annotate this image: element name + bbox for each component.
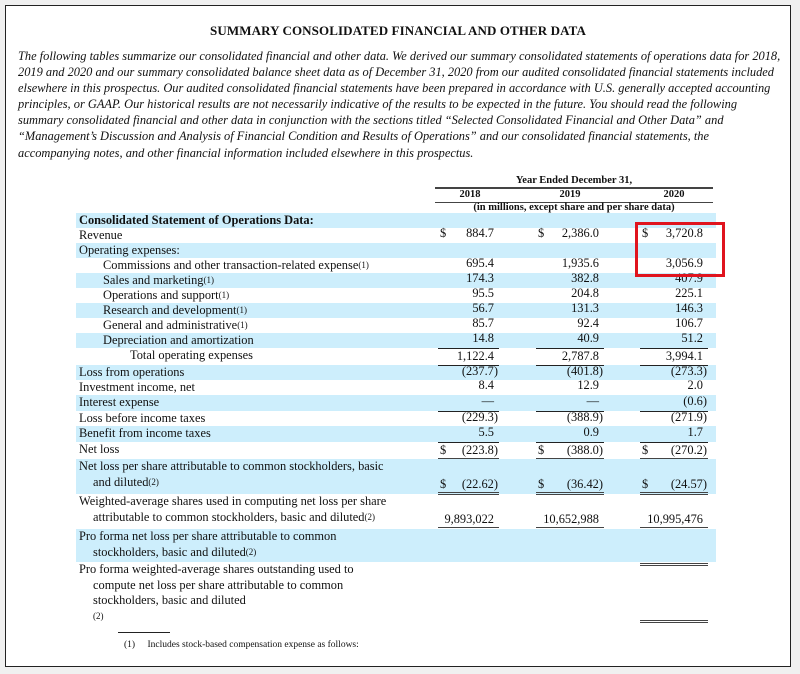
row-label-text: Revenue — [79, 228, 123, 242]
cell-value: (0.6) — [683, 393, 707, 408]
cell-value: 85.7 — [472, 315, 494, 330]
row-label — [76, 395, 434, 411]
cell-value: (22.62) — [461, 476, 498, 491]
row-label-continued — [79, 475, 434, 492]
value-cell-2019 — [536, 330, 604, 348]
footnote-ref: (2) — [364, 511, 375, 522]
cell-value: 8.4 — [478, 377, 494, 392]
cell-value: (24.57) — [670, 476, 707, 491]
table-row — [76, 213, 716, 228]
cell-value: (237.7) — [461, 363, 498, 378]
cell-value: 95.5 — [472, 285, 494, 300]
cell-value: 3,056.9 — [665, 255, 703, 270]
footnote-ref: (2) — [148, 476, 159, 487]
row-label-text: General and administrative — [103, 318, 238, 332]
footnote — [124, 640, 359, 650]
highlight-box — [635, 222, 725, 277]
cell-value: 1,122.4 — [456, 348, 494, 363]
value-cell-2018 — [438, 442, 499, 460]
intro-paragraph: The following tables summarize our consolidated financial and other data. We derived our summary consolidated statements of operations data for 2018, 2019 and 2020 and our summary consolidated balance sheet data as of December 31, 2020 from our audited consolidated financial statements included elsewhere in this prospectus. Our audited consolidated financial statements have been prepared in accordance with U.S. generally accepted accounting principles, or GAAP. Our historical results are not necessarily indicative of the results to be expected in the future. You should read the following summary consolidated financial and other data in conjunction with the sections titled “Selected Consolidated Financial and Other Data” and “Management’s Discussion and Analysis of Financial Condition and Results of Operations” and our consolidated financial statements, the accompanying notes, and other financial information included elsewhere in this prospectus. — [18, 49, 781, 160]
row-label — [76, 459, 434, 491]
cell-value: 225.1 — [675, 285, 703, 300]
row-label — [76, 348, 485, 364]
cell-value: (388.0) — [566, 442, 603, 457]
cell-value: 204.8 — [571, 285, 599, 300]
cell-value: 56.7 — [472, 300, 494, 315]
row-label — [76, 442, 434, 458]
financial-table — [76, 213, 716, 621]
year-header-2020: 2020 — [663, 189, 685, 200]
cell-value: (401.8) — [566, 363, 603, 378]
row-label — [76, 411, 434, 427]
table-row — [76, 377, 716, 395]
cell-value: 382.8 — [571, 270, 599, 285]
footnote-ref: (2) — [245, 546, 257, 557]
row-label — [76, 365, 434, 381]
row-label-text: Interest expense — [79, 395, 160, 409]
row-label-text: Depreciation and amortization — [103, 333, 254, 347]
table-row — [76, 300, 716, 318]
row-label-continued-text: attributable to common stockholders, basic and diluted — [93, 509, 365, 524]
row-label-text: Benefit from income taxes — [79, 426, 211, 440]
value-cell-2020 — [640, 426, 708, 442]
table-row — [76, 529, 716, 562]
cell-value: 10,652,988 — [543, 511, 599, 526]
row-label-text: Loss before income taxes — [79, 411, 206, 425]
table-row — [76, 270, 716, 288]
double-underline — [640, 620, 708, 623]
row-label — [76, 213, 434, 229]
units-note: (in millions, except share and per share data) — [473, 202, 675, 213]
footnote-ref: (1) — [203, 275, 214, 285]
value-cell-2020 — [640, 459, 708, 494]
currency-symbol: $ — [440, 225, 447, 240]
cell-value: 14.8 — [472, 330, 494, 345]
row-label-text: Net loss per share attributable to common stockholders, basic — [79, 459, 384, 473]
currency-symbol: $ — [642, 225, 649, 240]
row-label-text: Operating expenses: — [79, 243, 180, 257]
section-title: SUMMARY CONSOLIDATED FINANCIAL AND OTHER DATA — [210, 23, 586, 38]
row-label — [76, 562, 434, 625]
value-cell-2018 — [438, 494, 499, 529]
table-row — [76, 395, 716, 411]
cell-value: 695.4 — [466, 255, 494, 270]
cell-value: 2.0 — [687, 377, 703, 392]
row-label-continued-text: stockholders, basic and diluted — [93, 544, 246, 559]
row-label-continued — [79, 578, 434, 626]
row-label-continued — [79, 545, 434, 562]
value-cell-2019 — [536, 426, 604, 442]
cell-value: 131.3 — [571, 300, 599, 315]
table-row — [76, 348, 716, 365]
footnote-rule — [118, 632, 170, 633]
cell-value: 1,935.6 — [561, 255, 599, 270]
table-row — [76, 411, 716, 426]
cell-value: 2,386.0 — [561, 225, 599, 240]
footnote-ref: (1) — [236, 305, 247, 315]
row-label-continued-2: stockholders, basic and diluted — [93, 593, 246, 607]
cell-value: (36.42) — [566, 476, 603, 491]
footnote-ref: (1) — [237, 320, 248, 330]
row-label — [76, 426, 434, 442]
year-header-2018: 2018 — [459, 189, 481, 200]
cell-value: (271.9) — [670, 409, 707, 424]
currency-symbol: $ — [538, 476, 545, 491]
cell-value: 146.3 — [675, 300, 703, 315]
currency-symbol: $ — [440, 476, 447, 491]
table-row — [76, 225, 716, 243]
cell-value: (229.3) — [461, 409, 498, 424]
cell-value: 407.9 — [675, 270, 703, 285]
row-label-continued-text: compute net loss per share attributable to common — [93, 577, 344, 592]
row-label-text: Total operating expenses — [130, 348, 253, 362]
cell-value: 884.7 — [466, 225, 494, 240]
value-cell-2018 — [438, 330, 499, 348]
value-cell-2018 — [438, 459, 499, 494]
row-label-text: Net loss — [79, 442, 120, 456]
currency-symbol: $ — [642, 442, 649, 457]
value-cell-2019 — [536, 459, 604, 494]
row-label-text: Consolidated Statement of Operations Data: — [79, 213, 314, 227]
footnote-ref: (1) — [218, 290, 230, 300]
value-cell-2019 — [536, 442, 604, 460]
cell-value: — — [481, 393, 494, 408]
currency-symbol: $ — [440, 442, 447, 457]
row-label — [76, 494, 434, 526]
currency-symbol: $ — [538, 225, 545, 240]
cell-value: 3,720.8 — [665, 225, 703, 240]
footnote-text: Includes stock-based compensation expense as follows: — [147, 640, 359, 650]
cell-value: 92.4 — [577, 315, 599, 330]
year-header-2019: 2019 — [559, 189, 581, 200]
row-label-text: Operations and support — [103, 288, 219, 302]
cell-value: 174.3 — [466, 270, 494, 285]
row-label — [76, 228, 434, 244]
row-label-text: Investment income, net — [79, 380, 195, 394]
footnote-number: (1) — [124, 640, 136, 650]
table-row — [76, 494, 716, 529]
double-underline — [640, 563, 708, 566]
value-cell-2018 — [438, 225, 499, 243]
table-row — [76, 442, 716, 459]
row-label — [76, 529, 434, 561]
table-row — [76, 365, 716, 380]
row-label — [76, 243, 434, 259]
row-label-text: Loss from operations — [79, 365, 185, 379]
table-row — [76, 255, 716, 273]
row-label-text: Commissions and other transaction-related expense — [103, 258, 359, 272]
table-row — [76, 315, 716, 333]
cell-value: 2,787.8 — [561, 348, 599, 363]
table-row — [76, 285, 716, 303]
cell-value: (270.2) — [670, 442, 707, 457]
cell-value: 40.9 — [577, 330, 599, 345]
row-label — [76, 333, 458, 349]
value-cell-2020 — [640, 330, 708, 348]
row-label-text: Research and development — [103, 303, 237, 317]
row-label — [76, 380, 434, 396]
table-row — [76, 459, 716, 494]
table-row — [76, 562, 716, 621]
row-label-continued-text: and diluted — [93, 474, 149, 489]
value-cell-2019 — [536, 494, 604, 529]
table-row — [76, 243, 716, 258]
cell-value: — — [586, 393, 599, 408]
cell-value: 51.2 — [681, 330, 703, 345]
currency-symbol: $ — [642, 476, 649, 491]
row-label-text: Pro forma net loss per share attributable to common — [79, 529, 337, 543]
value-cell-2020 — [640, 494, 708, 529]
row-label-text: Weighted-average shares used in computing net loss per share — [79, 494, 387, 508]
cell-value: (388.9) — [566, 409, 603, 424]
cell-value: 5.5 — [478, 424, 494, 439]
currency-symbol: $ — [538, 442, 545, 457]
cell-value: 10,995,476 — [647, 511, 703, 526]
footnote-ref: (2) — [93, 610, 104, 621]
table-row — [76, 330, 716, 348]
cell-value: (273.3) — [670, 363, 707, 378]
cell-value: 9,893,022 — [444, 511, 494, 526]
cell-value: 106.7 — [675, 315, 703, 330]
row-label-text: Pro forma weighted-average shares outstanding used to — [79, 562, 354, 576]
cell-value: 3,994.1 — [665, 348, 703, 363]
period-header: Year Ended December 31, — [435, 175, 713, 189]
value-cell-2018 — [438, 426, 499, 442]
cell-value: 1.7 — [687, 424, 703, 439]
value-cell-2019 — [536, 225, 604, 243]
value-cell-2020 — [640, 442, 708, 460]
cell-value: 12.9 — [577, 377, 599, 392]
row-label-continued — [79, 510, 434, 527]
table-row — [76, 426, 716, 442]
cell-value: (223.8) — [461, 442, 498, 457]
row-label-text: Sales and marketing — [103, 273, 204, 287]
footnote-ref: (1) — [358, 260, 369, 270]
cell-value: 0.9 — [583, 424, 599, 439]
